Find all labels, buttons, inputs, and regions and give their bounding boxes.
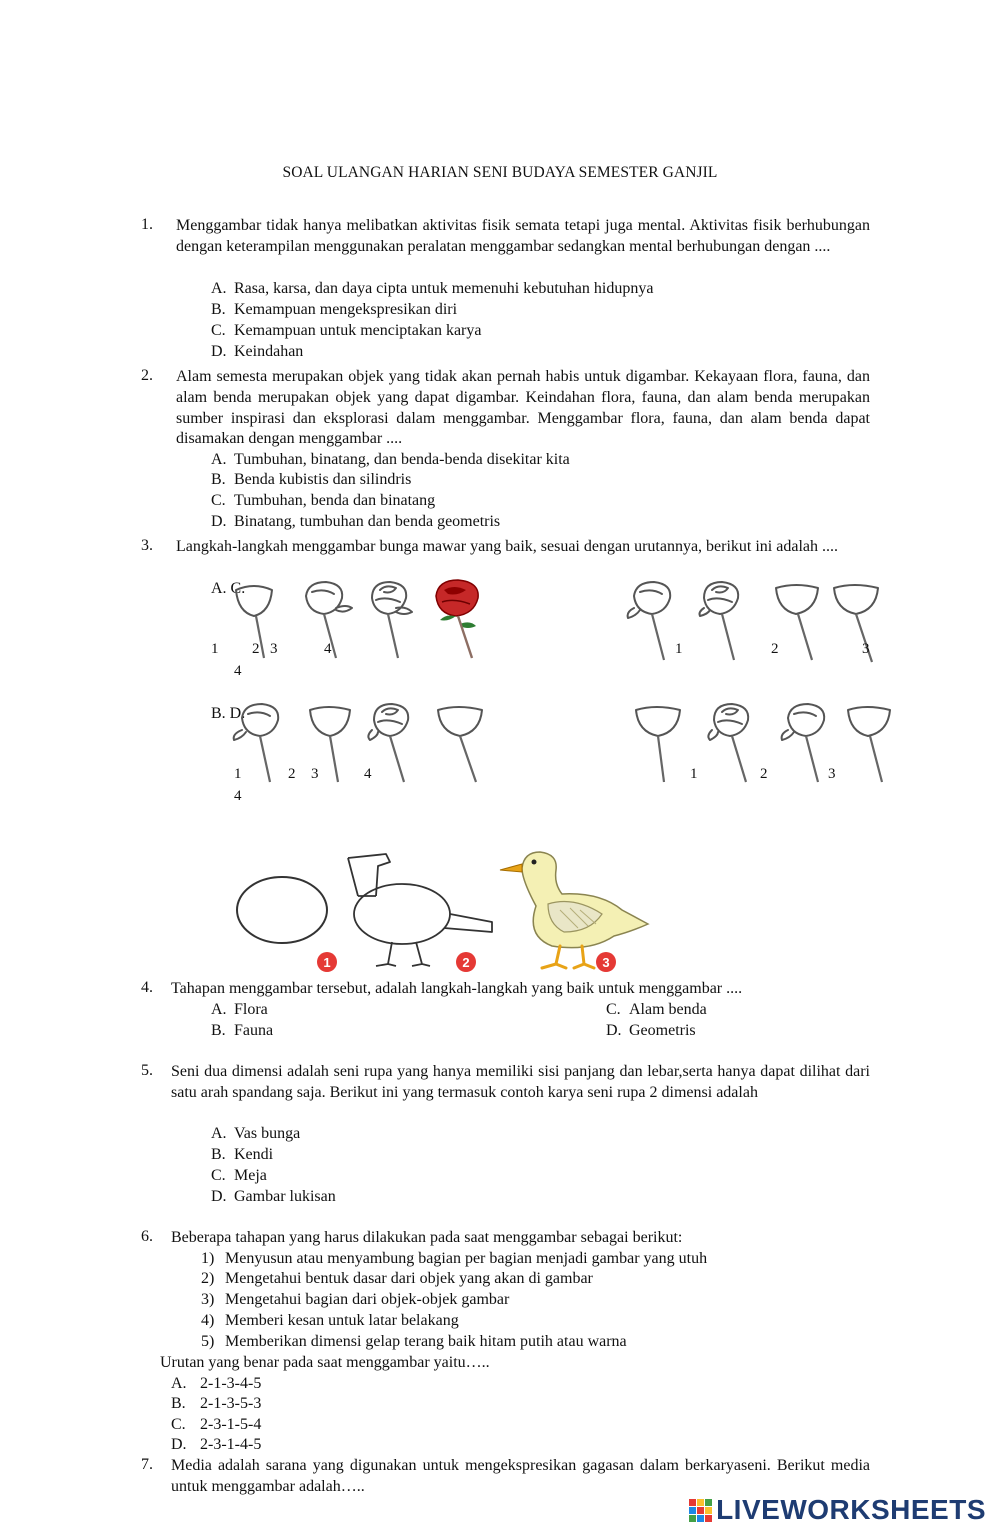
question-6-number: 6. — [141, 1228, 153, 1245]
q3-b-num-3: 3 — [311, 766, 319, 782]
question-2-text: Alam semesta merupakan objek yang tidak akan pernah habis untuk digambar. Kekayaan flora, fauna, dan alam benda merupakan objek yang dapat digambar. Keindahan flora, fauna, dan alam benda merupakan sumber inspirasi dan eksplorasi dalam menggambar. Menggambar flora, fauna, dan alam benda dapat disamakan dengan menggambar .... — [176, 368, 870, 448]
q3-a-num-1: 1 — [211, 641, 219, 657]
q4-option-d[interactable]: D. Geometris — [606, 1022, 696, 1039]
rose-steps-a-illustration — [228, 578, 498, 660]
q5-option-b[interactable]: B. Kendi — [211, 1146, 274, 1163]
q3-a-num-3: 3 — [270, 641, 278, 657]
question-4-number: 4. — [141, 979, 153, 996]
q3-b-num-4b: 4 — [234, 788, 242, 804]
q3-b-num-1: 1 — [234, 766, 242, 782]
bird-construction-drawing — [348, 854, 492, 966]
liveworksheets-logo — [689, 1490, 986, 1530]
question-5-number: 5. — [141, 1062, 153, 1079]
rose-cup-drawing — [776, 585, 818, 660]
q3-d-num-3: 3 — [828, 766, 836, 782]
q6-option-c[interactable]: C. 2-3-1-5-4 — [171, 1416, 262, 1433]
q3-option-a-c-label[interactable]: A. C. — [211, 580, 246, 597]
rose-cup-drawing — [834, 585, 878, 662]
q6-option-b[interactable]: B. 2-1-3-5-3 — [171, 1395, 262, 1412]
q5-option-c[interactable]: C. Meja — [211, 1167, 267, 1184]
question-7-number: 7. — [141, 1456, 153, 1473]
rose-colored-drawing — [436, 580, 478, 658]
q3-d-num-2: 2 — [760, 766, 768, 782]
q6-step-4: 4) Memberi kesan untuk latar belakang — [201, 1312, 459, 1329]
q4-option-b[interactable]: B. Fauna — [211, 1022, 274, 1039]
q1-option-a[interactable]: A. Rasa, karsa, dan daya cipta untuk memenuhi kebutuhan hidupnya — [211, 280, 654, 297]
q3-c-num-2: 2 — [771, 641, 779, 657]
q2-option-a[interactable]: A. Tumbuhan, binatang, dan benda-benda disekitar kita — [211, 451, 570, 468]
q3-c-num-1: 1 — [675, 641, 683, 657]
q2-option-b[interactable]: B. Benda kubistis dan silindris — [211, 471, 412, 488]
question-5-text: Seni dua dimensi adalah seni rupa yang hanya memiliki sisi panjang dan lebar,serta hanya dapat dilihat dari satu arah spandang saja. Berikut ini yang termasuk contoh karya seni rupa 2 dimensi adalah — [171, 1063, 870, 1101]
rose-outline-drawing — [782, 704, 825, 782]
bird-colored-drawing — [500, 852, 648, 968]
svg-text:1: 1 — [323, 955, 331, 970]
rose-detail-drawing — [708, 704, 748, 782]
question-3-text: Langkah-langkah menggambar bunga mawar yang baik, sesuai dengan urutannya, berikut ini adalah .... — [176, 538, 838, 555]
q1-option-b[interactable]: B. Kemampuan mengekspresikan diri — [211, 301, 458, 318]
q6-step-3: 3) Mengetahui bagian dari objek-objek gambar — [201, 1291, 510, 1308]
q6-prompt: Urutan yang benar pada saat menggambar yaitu….. — [160, 1354, 490, 1371]
logo-grid-icon — [689, 1499, 712, 1522]
q3-c-num-3: 3 — [862, 641, 870, 657]
rose-detail-drawing — [372, 582, 412, 658]
logo-text: LIVEWORKSHEETS — [716, 1494, 986, 1525]
question-7-text: Media adalah sarana yang digunakan untuk mengekspresikan gagasan dalam berkaryaseni. Berikut media untuk menggambar adalah….. — [171, 1457, 870, 1495]
q6-option-d[interactable]: D. 2-3-1-4-5 — [171, 1436, 262, 1453]
q6-step-1: 1) Menyusun atau menyambung bagian per bagian menjadi gambar yang utuh — [201, 1250, 708, 1267]
q3-b-num-4: 4 — [364, 766, 372, 782]
rose-cup-drawing — [848, 707, 890, 782]
question-3-number: 3. — [141, 537, 153, 554]
page-title: SOAL ULANGAN HARIAN SENI BUDAYA SEMESTER GANJIL — [282, 164, 718, 181]
svg-text:2: 2 — [462, 955, 470, 970]
question-1-number: 1. — [141, 216, 153, 233]
rose-steps-c-illustration — [626, 578, 896, 664]
q5-option-a[interactable]: A. Vas bunga — [211, 1125, 301, 1142]
q5-option-d[interactable]: D. Gambar lukisan — [211, 1188, 336, 1205]
bird-step-1-badge — [317, 952, 337, 972]
q1-option-c[interactable]: C. Kemampuan untuk menciptakan karya — [211, 322, 482, 339]
rose-detail-drawing — [700, 582, 739, 660]
q3-d-num-1: 1 — [690, 766, 698, 782]
q6-step-2: 2) Mengetahui bentuk dasar dari objek yang akan di gambar — [201, 1270, 593, 1287]
rose-cup-drawing — [636, 707, 680, 782]
rose-outline-drawing — [628, 582, 671, 660]
q3-a-num-2: 2 — [252, 641, 260, 657]
rose-cup-drawing — [438, 707, 482, 782]
q6-step-5: 5) Memberikan dimensi gelap terang baik hitam putih atau warna — [201, 1333, 627, 1350]
q3-option-b-d-label[interactable]: B. D. — [211, 705, 246, 722]
q2-option-d[interactable]: D. Binatang, tumbuhan dan benda geometris — [211, 513, 501, 530]
q3-b-num-2: 2 — [288, 766, 296, 782]
q2-option-c[interactable]: C. Tumbuhan, benda dan binatang — [211, 492, 436, 509]
bird-steps-illustration — [230, 840, 660, 978]
q3-a-num-4: 4 — [324, 641, 332, 657]
q6-option-a[interactable]: A. 2-1-3-4-5 — [171, 1375, 262, 1392]
q3-a-num-4b: 4 — [234, 663, 242, 679]
bird-oval-shape — [237, 877, 327, 943]
q1-option-d[interactable]: D. Keindahan — [211, 343, 304, 360]
rose-detail-drawing — [368, 704, 408, 782]
bird-step-3-badge — [596, 952, 616, 972]
bird-step-2-badge — [456, 952, 476, 972]
svg-text:3: 3 — [602, 955, 610, 970]
question-1-text: Menggambar tidak hanya melibatkan aktivitas fisik semata tetapi juga mental. Aktivitas fisik berhubungan dengan keterampilan menggunakan peralatan menggambar sedangkan mental berhubungan dengan .... — [176, 217, 870, 255]
q4-option-a[interactable]: A. Flora — [211, 1001, 268, 1018]
q4-option-c[interactable]: C. Alam benda — [606, 1001, 707, 1018]
question-2-number: 2. — [141, 367, 153, 384]
question-4-text: Tahapan menggambar tersebut, adalah langkah-langkah yang baik untuk menggambar .... — [171, 980, 743, 997]
question-6-text: Beberapa tahapan yang harus dilakukan pada saat menggambar sebagai berikut: — [171, 1229, 683, 1246]
